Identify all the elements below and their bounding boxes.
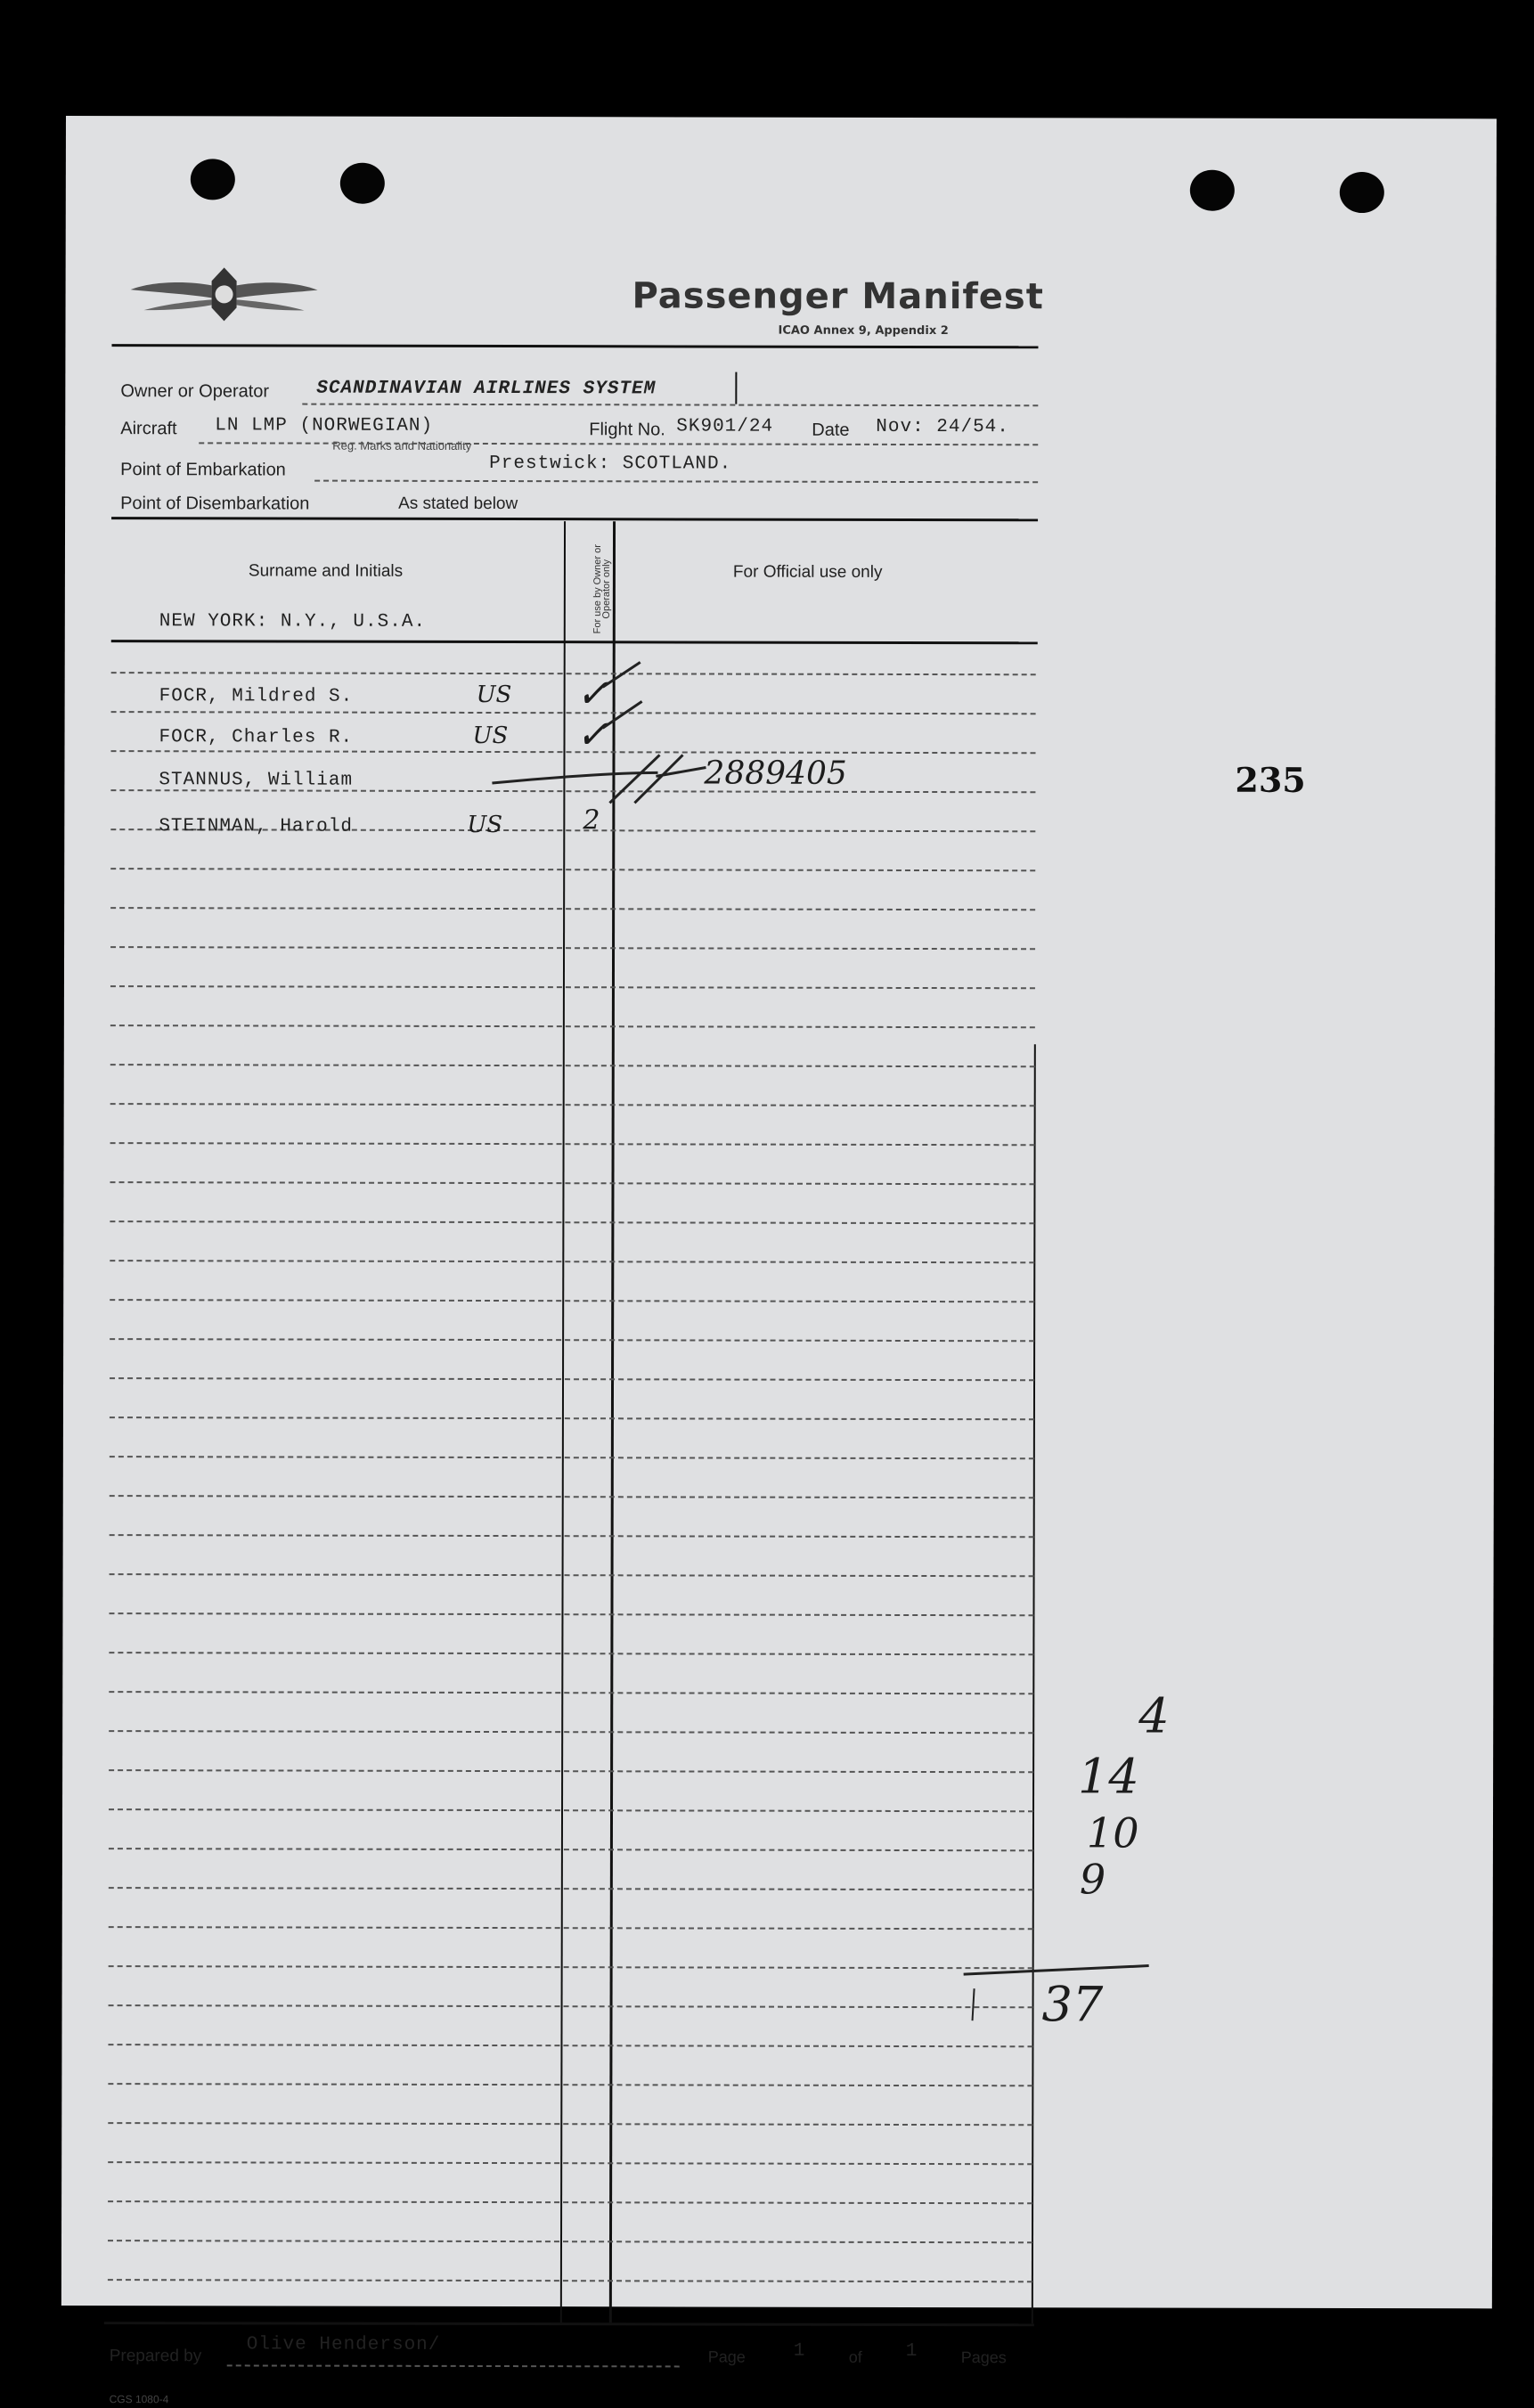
- owner-value: SCANDINAVIAN AIRLINES SYSTEM: [316, 378, 657, 400]
- col-official-header: For Official use only: [732, 562, 883, 582]
- embark-label: Point of Embarkation: [120, 460, 286, 480]
- footer-rule: [104, 2322, 1034, 2326]
- aircraft-value: LN LMP (NORWEGIAN): [215, 415, 434, 437]
- document-title: Passenger Manifest: [632, 275, 1044, 318]
- passenger-1-check: ✓: [575, 671, 609, 717]
- tally-value-3: 10: [1086, 1808, 1139, 1857]
- prepared-value: Olive Henderson/: [246, 2334, 441, 2355]
- passenger-2-nationality: US: [472, 722, 509, 750]
- flight-label: Flight No.: [589, 420, 665, 440]
- passenger-2-name: FOCR, Charles R.: [159, 727, 354, 748]
- tally-value-2: 14: [1078, 1748, 1139, 1805]
- flight-value: SK901/24: [676, 416, 774, 437]
- tally-total: 37: [1041, 1976, 1104, 2033]
- tally-value-1: 4: [1138, 1687, 1170, 1744]
- col-owner-header-text: For use by Owner or Operator only: [592, 544, 612, 634]
- date-label: Date: [812, 420, 850, 440]
- of-value: 1: [905, 2340, 918, 2363]
- disembark-value: As stated below: [398, 494, 518, 514]
- prepared-line: [227, 2364, 680, 2367]
- embark-value: Prestwick: SCOTLAND.: [489, 453, 732, 475]
- passenger-3-official: 2889405: [704, 755, 847, 792]
- passenger-1-nationality: US: [476, 681, 512, 709]
- tally-value-4: 9: [1079, 1855, 1106, 1904]
- owner-label: Owner or Operator: [120, 381, 270, 402]
- pen-marks: [61, 116, 1497, 2308]
- aircraft-label: Aircraft: [120, 419, 177, 439]
- col-name-header: Surname and Initials: [248, 561, 404, 581]
- passenger-4-check: 2: [583, 804, 600, 837]
- passenger-1-name: FOCR, Mildred S.: [159, 686, 354, 707]
- date-value: Nov: 24/54.: [876, 416, 1009, 438]
- passenger-4-nationality: US: [467, 811, 503, 839]
- pages-label: Pages: [960, 2348, 1007, 2367]
- reg-note: Reg. Marks and Nationality: [332, 438, 472, 453]
- passenger-4-name: STEINMAN, Harold: [159, 816, 353, 837]
- page-value: 1: [793, 2340, 806, 2362]
- of-label: of: [848, 2347, 862, 2366]
- stamp-number: 235: [1235, 759, 1306, 800]
- prepared-label: Prepared by: [109, 2347, 202, 2366]
- disembark-label: Point of Disembarkation: [120, 494, 310, 514]
- passenger-3-name: STANNUS, William: [159, 770, 354, 791]
- page-label: Page: [707, 2347, 746, 2366]
- document-subtitle: ICAO Annex 9, Appendix 2: [778, 323, 949, 339]
- form-code: CGS 1080-4: [109, 2393, 169, 2406]
- passenger-2-check: ✓: [575, 712, 609, 758]
- destination-row: NEW YORK: N.Y., U.S.A.: [159, 611, 427, 633]
- manifest-paper: [61, 116, 1497, 2406]
